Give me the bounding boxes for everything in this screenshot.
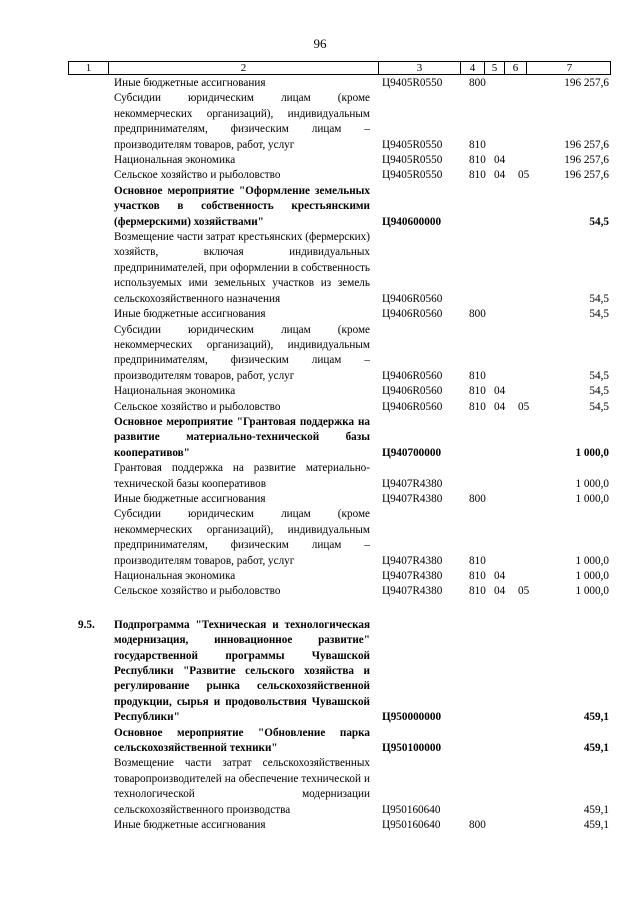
row-name: Иные бюджетные ассигнования	[114, 819, 266, 832]
row-name: Иные бюджетные ассигнования	[114, 492, 266, 505]
row-value: 459,1	[583, 819, 609, 832]
row-value: 54,5	[589, 400, 609, 413]
row-code: Ц950100000	[382, 742, 442, 755]
row-col4: 800	[469, 492, 486, 505]
row-value: 1 000,0	[575, 477, 609, 490]
row-name: Сельское хозяйство и рыболовство	[114, 585, 281, 598]
row-name: Иные бюджетные ассигнования	[114, 77, 266, 89]
row-value: 1 000,0	[575, 585, 609, 598]
row-code: Ц9407R4380	[382, 477, 443, 490]
row-name: Подпрограмма "Техническая и технологическая модернизация, инновационное развитие" государственной программы Чувашской Республики "Развитие сельского хозяйства и регулирование рынка сельскохозяйственной продукции, сырья и продовольствия Чувашской Республики"	[114, 618, 370, 724]
row-name: Субсидии юридическим лицам (кроме некоммерческих организаций), индивидуальным предпринимателям, физическим лицам – производителям товаров, работ, услуг	[114, 92, 370, 151]
row-code: Ц9407R4380	[382, 570, 443, 582]
row-code: Ц940700000	[382, 446, 442, 459]
row-code: Ц9406R0560	[382, 369, 443, 382]
header-col-7: 7	[566, 62, 573, 74]
row-code: Ц9406R0560	[382, 385, 443, 398]
row-name: Субсидии юридическим лицам (кроме некоммерческих организаций), индивидуальным предпринимателям, физическим лицам – производителям товаров, работ, услуг	[114, 508, 370, 567]
row-code: Ц9405R0550	[382, 154, 443, 167]
row-value: 54,5	[589, 292, 609, 305]
row-code: Ц9407R4380	[382, 492, 443, 505]
row-number: 9.5.	[78, 618, 95, 631]
row-col4: 810	[469, 138, 486, 151]
row-col6: 05	[518, 585, 530, 598]
row-name: Сельское хозяйство и рыболовство	[114, 169, 281, 182]
row-name: Субсидии юридическим лицам (кроме некоммерческих организаций), индивидуальным предпринимателям, физическим лицам – производителям товаров, работ, услуг	[114, 323, 370, 382]
row-value: 196 257,6	[564, 138, 609, 151]
table-row	[0, 756, 640, 818]
row-col4: 810	[469, 554, 486, 567]
table-row	[0, 230, 640, 307]
row-col4: 810	[469, 154, 486, 167]
row-code: Ц9406R0560	[382, 400, 443, 413]
header-col-4: 4	[461, 62, 485, 74]
table-header	[68, 61, 611, 75]
row-value: 54,5	[589, 385, 609, 398]
row-name: Национальная экономика	[114, 385, 236, 398]
row-name: Возмещение части затрат сельскохозяйственных товаропроизводителей на обеспечение технической и технологической модернизации сельскохозяйственного производства	[114, 757, 370, 816]
table-row	[0, 168, 640, 183]
header-col-1: 1	[69, 62, 109, 74]
row-col4: 800	[469, 77, 486, 89]
row-code: Ц9406R0560	[382, 308, 443, 321]
table-row	[0, 618, 640, 726]
row-name: Национальная экономика	[114, 154, 236, 167]
row-value: 54,5	[589, 369, 609, 382]
table-row	[0, 415, 640, 461]
table-row	[0, 76, 640, 91]
header-col-2: 2	[109, 62, 379, 74]
row-value: 459,1	[583, 711, 609, 724]
row-code: Ц9407R4380	[382, 554, 443, 567]
row-name: Возмещение части затрат крестьянских (фермерских) хозяйств, включая индивидуальных предпринимателей, при оформлении в собственность используемых ими земельных участков из земель сельскохозяйственного назначения	[114, 231, 370, 305]
header-col-5: 5	[485, 62, 505, 74]
row-code: Ц9406R0560	[382, 292, 443, 305]
row-code: Ц9405R0550	[382, 77, 443, 89]
table-row	[0, 818, 640, 833]
table-row	[0, 584, 640, 599]
table-row	[0, 307, 640, 322]
table-row	[0, 153, 640, 168]
row-value: 1 000,0	[575, 554, 609, 567]
row-code: Ц9405R0550	[382, 169, 443, 182]
row-value: 54,5	[589, 308, 609, 321]
row-col4: 810	[469, 570, 486, 582]
row-code: Ц950160640	[382, 819, 441, 832]
row-name: Грантовая поддержка на развитие материально-технической базы кооперативов	[114, 462, 370, 490]
row-value: 1 000,0	[575, 570, 609, 582]
row-value: 196 257,6	[564, 169, 609, 182]
table-row	[0, 569, 640, 584]
row-col4: 810	[469, 585, 486, 598]
table-row	[0, 91, 640, 153]
row-col6: 05	[518, 400, 530, 413]
row-spacer	[0, 600, 640, 618]
row-name: Сельское хозяйство и рыболовство	[114, 400, 281, 413]
row-code: Ц950160640	[382, 803, 441, 816]
table-row	[0, 323, 640, 385]
row-col4: 810	[469, 400, 486, 413]
row-code: Ц9405R0550	[382, 138, 443, 151]
row-value: 459,1	[583, 803, 609, 816]
row-value: 1 000,0	[575, 492, 609, 505]
table-row	[0, 461, 640, 492]
row-col5: 04	[494, 154, 506, 167]
row-name: Основное мероприятие "Обновление парка сельскохозяйственной техники"	[114, 726, 370, 755]
table-body	[0, 76, 640, 834]
table-row	[0, 184, 640, 230]
row-name: Иные бюджетные ассигнования	[114, 308, 266, 321]
table-row	[0, 726, 640, 757]
row-name: Основное мероприятие "Грантовая поддержка на развитие материально-технической базы кооперативов"	[114, 415, 370, 459]
row-col5: 04	[494, 585, 506, 598]
row-value: 54,5	[589, 215, 609, 228]
row-name: Основное мероприятие "Оформление земельных участков в собственность крестьянскими (фермерскими) хозяйствами"	[114, 184, 370, 228]
row-col6: 05	[518, 169, 530, 182]
row-code: Ц9407R4380	[382, 585, 443, 598]
row-code: Ц940600000	[382, 215, 442, 228]
row-name: Национальная экономика	[114, 570, 236, 582]
page-number: 96	[313, 36, 327, 51]
row-code: Ц950000000	[382, 711, 442, 724]
row-value: 459,1	[583, 742, 609, 755]
table-row	[0, 384, 640, 399]
row-col5: 04	[494, 400, 506, 413]
row-value: 196 257,6	[564, 154, 609, 167]
row-value: 1 000,0	[575, 446, 609, 459]
row-col4: 810	[469, 369, 486, 382]
row-col5: 04	[494, 385, 506, 398]
row-col4: 810	[469, 169, 486, 182]
table-row	[0, 507, 640, 569]
header-col-6: 6	[505, 62, 527, 74]
table-row	[0, 492, 640, 507]
row-col4: 810	[469, 385, 486, 398]
table-row	[0, 400, 640, 415]
row-col4: 800	[469, 819, 486, 832]
row-col5: 04	[494, 570, 506, 582]
row-col4: 800	[469, 308, 486, 321]
row-col5: 04	[494, 169, 506, 182]
row-value: 196 257,6	[564, 77, 609, 89]
header-col-3: 3	[379, 62, 461, 74]
